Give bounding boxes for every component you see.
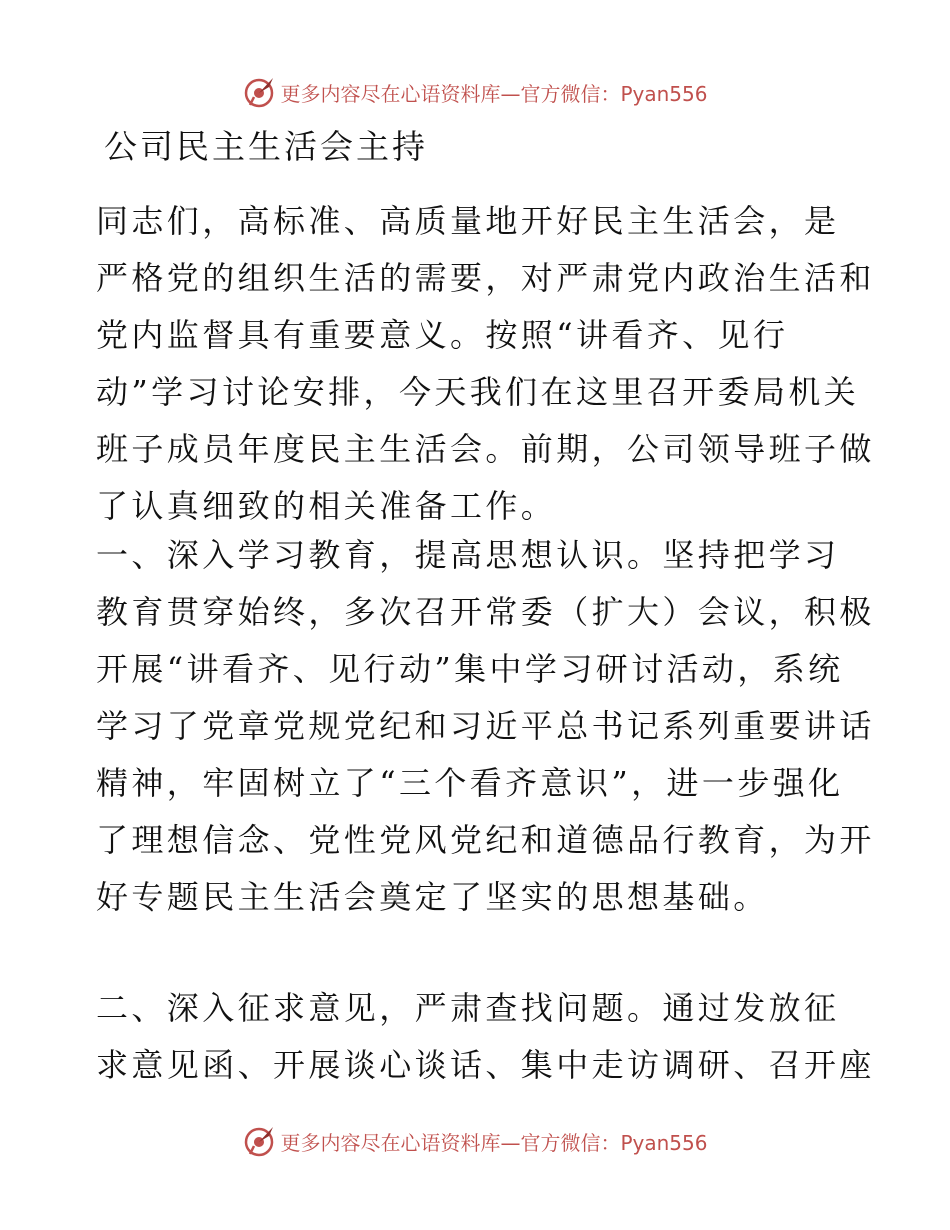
watermark-text: 更多内容尽在心语资料库—官方微信：Pyan556 — [280, 81, 708, 106]
text-line: 好专题民主生活会奠定了坚实的思想基础。 — [96, 878, 769, 916]
text-line: 求意见函、开展谈心谈话、集中走访调研、召开座 — [96, 1046, 875, 1084]
text-line: 了理想信念、党性党风党纪和道德品行教育，为开 — [96, 821, 875, 859]
paragraph-section-two — [96, 980, 875, 1094]
text-line: 同志们，高标准、高质量地开好民主生活会，是 — [96, 202, 840, 240]
quill-logo-icon — [242, 75, 276, 109]
quill-logo-icon — [242, 1124, 276, 1158]
footer-watermark — [0, 1121, 950, 1161]
text-line: 党内监督具有重要意义。按照“讲看齐、见行 — [96, 316, 789, 354]
document-title: 公司民主生活会主持 — [104, 127, 428, 166]
watermark-text: 更多内容尽在心语资料库—官方微信：Pyan556 — [280, 1130, 708, 1155]
paragraph-intro — [96, 193, 875, 535]
text-line: 二、深入征求意见，严肃查找问题。通过发放征 — [96, 989, 840, 1027]
text-line: 严格党的组织生活的需要，对严肃党内政治生活和 — [96, 259, 875, 297]
text-line: 开展“讲看齐、见行动”集中学习研讨活动，系统 — [96, 650, 844, 688]
text-line: 班子成员年度民主生活会。前期，公司领导班子做 — [96, 430, 875, 468]
text-line: 一、深入学习教育，提高思想认识。坚持把学习 — [96, 536, 840, 574]
text-line: 精神，牢固树立了“三个看齐意识”，进一步强化 — [96, 764, 844, 802]
text-line: 动”学习讨论安排，今天我们在这里召开委局机关 — [96, 373, 860, 411]
text-line: 教育贯穿始终，多次召开常委（扩大）会议，积极 — [96, 593, 875, 631]
paragraph-section-one — [96, 527, 875, 926]
header-watermark — [0, 72, 950, 112]
text-line: 了认真细致的相关准备工作。 — [96, 487, 557, 525]
text-line: 学习了党章党规党纪和习近平总书记系列重要讲话 — [96, 707, 875, 745]
